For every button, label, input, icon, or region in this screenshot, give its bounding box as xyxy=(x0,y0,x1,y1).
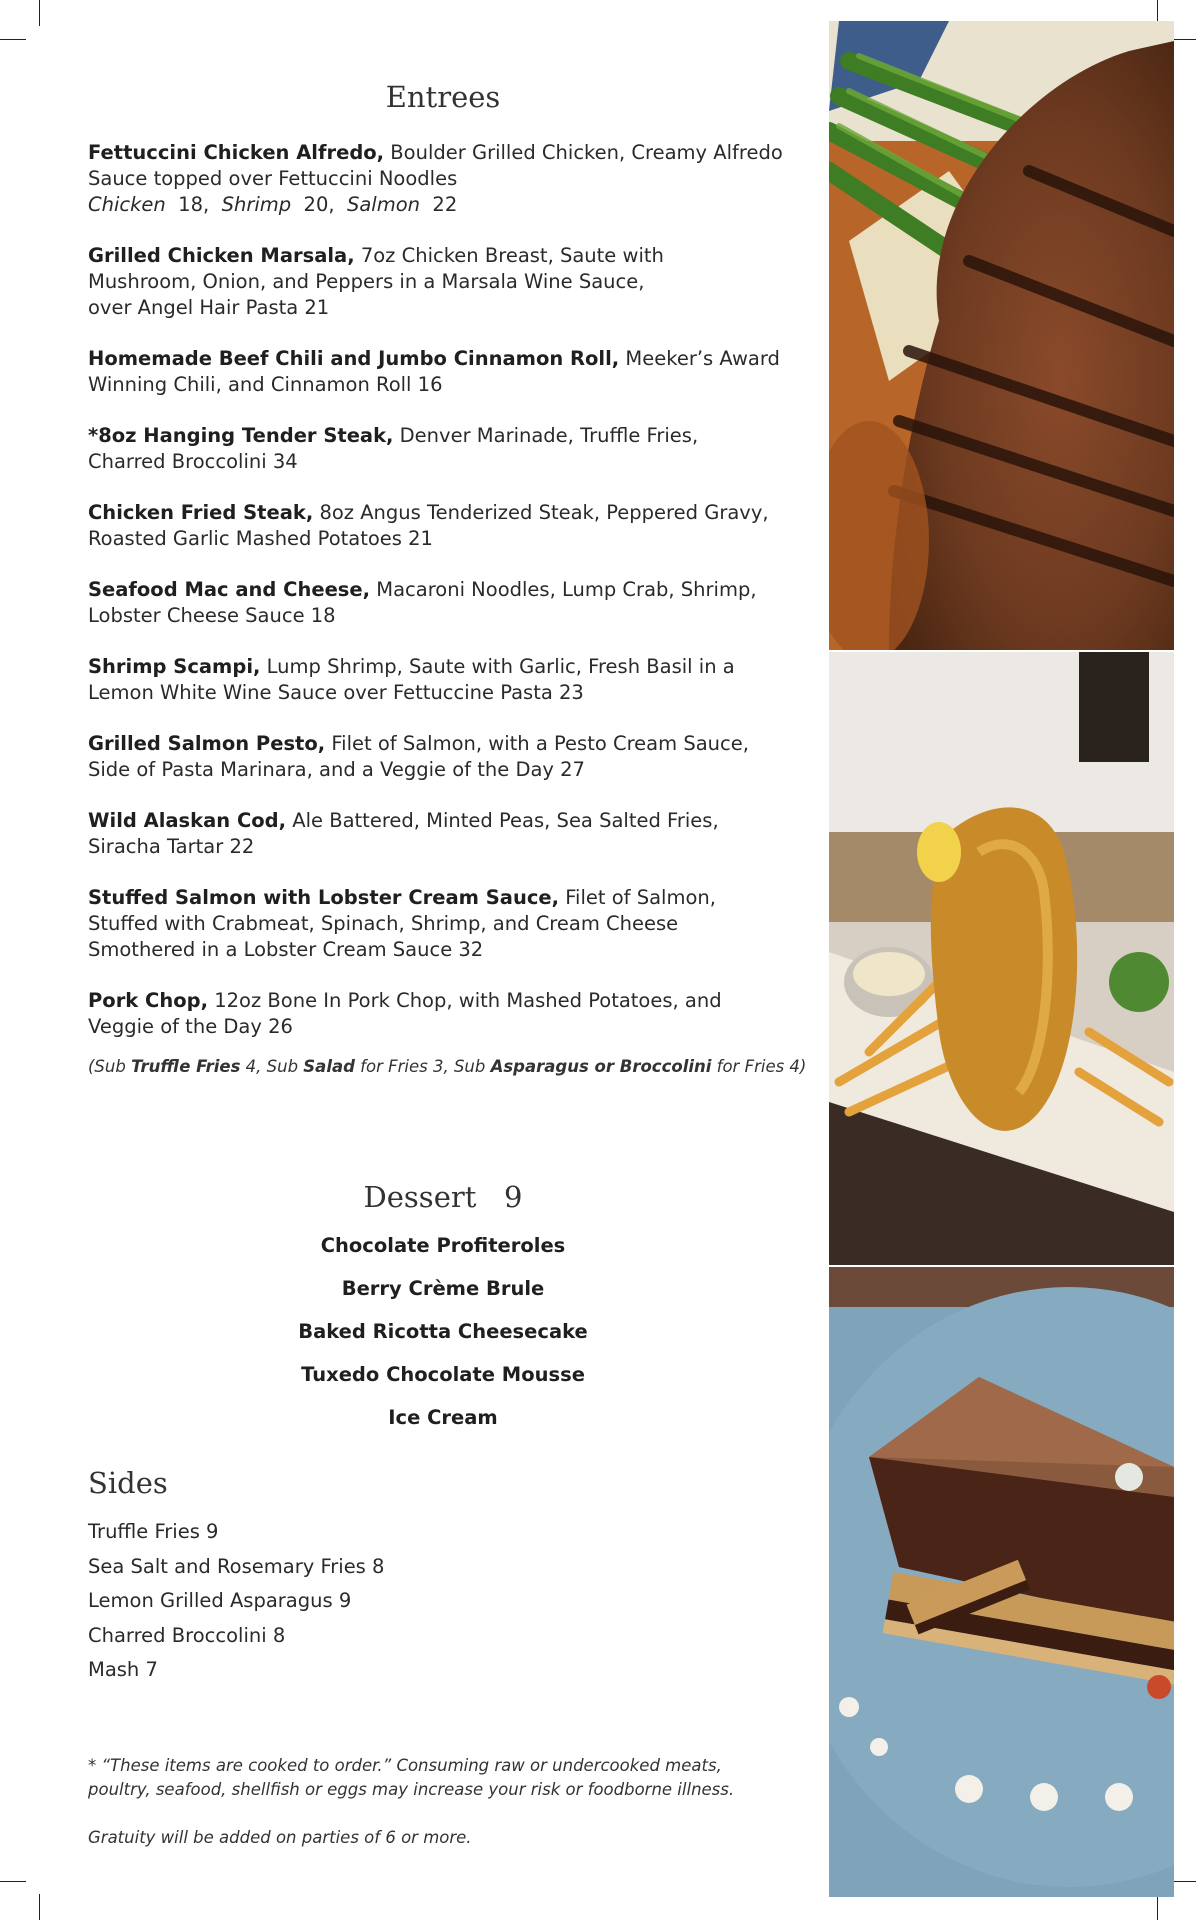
entree-prices xyxy=(88,192,808,218)
price-value: 18, xyxy=(178,193,210,216)
entree-name: Grilled Salmon Pesto, xyxy=(88,732,326,755)
crop-mark xyxy=(0,39,26,40)
side-item: Mash 7 xyxy=(88,1658,158,1681)
fish-and-chips-image xyxy=(829,652,1174,1265)
sides-title: Sides xyxy=(88,1466,168,1500)
entree-description: Meeker’s Award xyxy=(619,347,780,370)
side-item: Lemon Grilled Asparagus 9 xyxy=(88,1589,352,1612)
entree-description: Boulder Grilled Chicken, Creamy Alfredo xyxy=(384,141,783,164)
entree-name: Seafood Mac and Cheese, xyxy=(88,578,371,601)
food-safety-disclaimer xyxy=(88,1754,788,1802)
note-text: (Sub xyxy=(88,1057,132,1076)
entree-item xyxy=(88,500,808,552)
note-text: 4, Sub xyxy=(240,1057,304,1076)
entree-item xyxy=(88,423,808,475)
dessert-item: Chocolate Profiteroles xyxy=(320,1234,566,1257)
entree-name: Stuffed Salmon with Lobster Cream Sauce, xyxy=(88,886,560,909)
crop-mark xyxy=(0,1881,26,1882)
entree-description: Charred Broccolini 34 xyxy=(88,450,298,473)
note-emphasis: Salad xyxy=(303,1057,355,1076)
entree-description: Sauce topped over Fettuccini Noodles xyxy=(88,167,458,190)
entree-name: Chicken Fried Steak, xyxy=(88,501,314,524)
note-text: for Fries 3, Sub xyxy=(354,1057,491,1076)
entree-name: Grilled Chicken Marsala, xyxy=(88,244,355,267)
entree-description: Roasted Garlic Mashed Potatoes 21 xyxy=(88,527,433,550)
substitution-note xyxy=(88,1057,808,1076)
entree-item xyxy=(88,988,808,1040)
entree-item xyxy=(88,654,808,706)
dessert-title: Dessert 9 xyxy=(363,1180,523,1214)
entree-item xyxy=(88,577,808,629)
price-label: Shrimp xyxy=(221,193,292,216)
entree-description: Filet of Salmon, with a Pesto Cream Sauce, xyxy=(325,732,749,755)
dessert-list xyxy=(88,1232,798,1447)
crop-mark xyxy=(1157,1894,1158,1920)
entree-name: Wild Alaskan Cod, xyxy=(88,809,287,832)
price-label: Chicken xyxy=(88,193,166,216)
entree-item xyxy=(88,808,808,860)
entree-description: over Angel Hair Pasta 21 xyxy=(88,296,330,319)
disclaimer-line: poultry, seafood, shellfish or eggs may increase your risk or foodborne illness. xyxy=(88,1780,735,1799)
entree-description: 7oz Chicken Breast, Saute with xyxy=(354,244,664,267)
entree-description: Ale Battered, Minted Peas, Sea Salted Fries, xyxy=(286,809,719,832)
note-text: for Fries 4) xyxy=(711,1057,807,1076)
entree-name: Homemade Beef Chili and Jumbo Cinnamon Roll, xyxy=(88,347,620,370)
side-item: Truffle Fries 9 xyxy=(88,1520,219,1543)
entree-description: Siracha Tartar 22 xyxy=(88,835,255,858)
dessert-item: Baked Ricotta Cheesecake xyxy=(298,1320,588,1343)
price-label: Salmon xyxy=(346,193,420,216)
dessert-item: Tuxedo Chocolate Mousse xyxy=(301,1363,585,1386)
entree-name: Pork Chop, xyxy=(88,989,209,1012)
entree-description: Lobster Cheese Sauce 18 xyxy=(88,604,336,627)
entree-description: Stuffed with Crabmeat, Spinach, Shrimp, and Cream Cheese xyxy=(88,912,679,935)
entree-description: Lump Shrimp, Saute with Garlic, Fresh Basil in a xyxy=(260,655,735,678)
entree-description: Side of Pasta Marinara, and a Veggie of the Day 27 xyxy=(88,758,585,781)
entree-item xyxy=(88,346,808,398)
dessert-item: Berry Crème Brule xyxy=(341,1277,545,1300)
disclaimer-line: * “These items are cooked to order.” Consuming raw or undercooked meats, xyxy=(88,1756,722,1775)
side-item: Charred Broccolini 8 xyxy=(88,1623,286,1647)
entree-description: Smothered in a Lobster Cream Sauce 32 xyxy=(88,938,484,961)
entree-item xyxy=(88,731,808,783)
note-emphasis: Asparagus or Broccolini xyxy=(490,1057,712,1076)
gratuity-note: Gratuity will be added on parties of 6 or more. xyxy=(88,1828,472,1847)
fish-and-chips-photo xyxy=(829,652,1174,1265)
entree-item xyxy=(88,885,808,963)
side-item: Sea Salt and Rosemary Fries 8 xyxy=(88,1554,385,1578)
price-value: 20, xyxy=(303,193,335,216)
entree-name: Fettuccini Chicken Alfredo, xyxy=(88,141,385,164)
entree-description: 8oz Angus Tenderized Steak, Peppered Gravy, xyxy=(313,501,769,524)
chocolate-cake-photo xyxy=(829,1267,1174,1897)
pork-chop-photo xyxy=(829,21,1174,650)
pork-chop-image xyxy=(829,21,1174,650)
entrees-title: Entrees xyxy=(385,80,501,114)
price-value: 22 xyxy=(432,193,458,216)
entree-description: 12oz Bone In Pork Chop, with Mashed Potatoes, and xyxy=(208,989,722,1012)
entree-item xyxy=(88,243,808,321)
entree-description: Macaroni Noodles, Lump Crab, Shrimp, xyxy=(370,578,757,601)
entree-description: Lemon White Wine Sauce over Fettuccine Pasta 23 xyxy=(88,681,584,704)
entree-description: Denver Marinade, Truffle Fries, xyxy=(393,424,699,447)
crop-mark xyxy=(39,0,40,26)
entree-name: Shrimp Scampi, xyxy=(88,655,261,678)
entree-description: Filet of Salmon, xyxy=(559,886,716,909)
entree-name: *8oz Hanging Tender Steak, xyxy=(88,424,394,447)
entree-description: Mushroom, Onion, and Peppers in a Marsala Wine Sauce, xyxy=(88,270,645,293)
entree-description: Winning Chili, and Cinnamon Roll 16 xyxy=(88,373,443,396)
chocolate-cake-image xyxy=(829,1267,1174,1897)
entree-description: Veggie of the Day 26 xyxy=(88,1015,293,1038)
entree-item xyxy=(88,140,808,218)
dessert-item: Ice Cream xyxy=(388,1406,498,1429)
note-emphasis: Truffle Fries xyxy=(131,1057,241,1076)
crop-mark xyxy=(39,1894,40,1920)
entrees-list xyxy=(88,140,808,1076)
sides-list xyxy=(88,1518,384,1691)
